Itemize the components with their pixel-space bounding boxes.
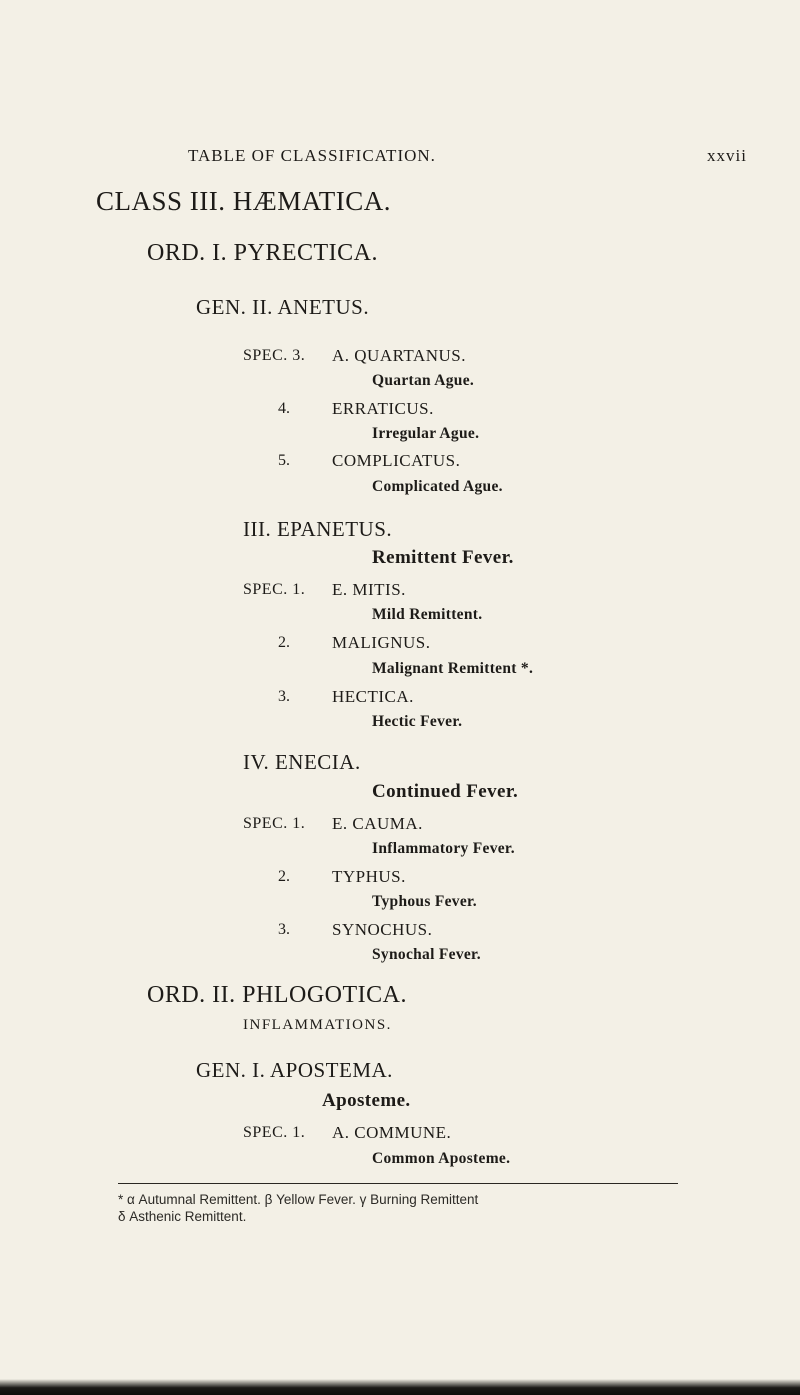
genus-heading: III. EPANETUS. xyxy=(243,517,393,541)
page-edge xyxy=(0,1379,800,1395)
spec-label: SPEC. 1. xyxy=(243,1124,306,1141)
footnote-line: * α Autumnal Remittent. β Yellow Fever. γ Burning Remittent xyxy=(118,1192,479,1207)
species-name: COMPLICATUS. xyxy=(332,451,461,470)
species-number: 2. xyxy=(278,634,290,651)
species-name: E. CAUMA. xyxy=(332,814,423,833)
species-common-name: Inflammatory Fever. xyxy=(372,840,515,857)
genus-common-name: Continued Fever. xyxy=(372,781,519,802)
genus-heading: GEN. II. ANETUS. xyxy=(196,295,370,319)
species-name: TYPHUS. xyxy=(332,867,406,886)
species-common-name: Mild Remittent. xyxy=(372,606,483,623)
spec-label: SPEC. 1. xyxy=(243,815,306,832)
spec-label: SPEC. 1. xyxy=(243,581,306,598)
species-name: A. QUARTANUS. xyxy=(332,346,466,365)
footnote-line: δ Asthenic Remittent. xyxy=(118,1209,247,1224)
species-number: 5. xyxy=(278,452,290,469)
species-common-name: Malignant Remittent *. xyxy=(372,660,534,677)
running-head-title: TABLE OF CLASSIFICATION. xyxy=(188,146,436,165)
species-number: 3. xyxy=(278,688,290,705)
genus-common-name: Aposteme. xyxy=(322,1090,411,1111)
species-number: 2. xyxy=(278,868,290,885)
page-number: xxvii xyxy=(707,146,747,165)
genus-common-name: Remittent Fever. xyxy=(372,547,514,568)
species-name: SYNOCHUS. xyxy=(332,920,433,939)
species-name: E. MITIS. xyxy=(332,580,406,599)
species-name: ERRATICUS. xyxy=(332,399,434,418)
species-number: 3. xyxy=(278,921,290,938)
species-common-name: Irregular Ague. xyxy=(372,425,480,442)
genus-heading: IV. ENECIA. xyxy=(243,750,361,774)
genus-heading: GEN. I. APOSTEMA. xyxy=(196,1058,393,1082)
species-number: 4. xyxy=(278,400,290,417)
species-name: HECTICA. xyxy=(332,687,414,706)
species-common-name: Synochal Fever. xyxy=(372,946,481,963)
species-common-name: Hectic Fever. xyxy=(372,713,463,730)
class-heading: CLASS III. HÆMATICA. xyxy=(96,186,392,216)
species-common-name: Complicated Ague. xyxy=(372,478,503,495)
order-subheading: INFLAMMATIONS. xyxy=(243,1017,392,1033)
species-common-name: Typhous Fever. xyxy=(372,893,477,910)
order-heading: ORD. I. PYRECTICA. xyxy=(147,240,379,266)
species-common-name: Common Aposteme. xyxy=(372,1150,511,1167)
species-name: MALIGNUS. xyxy=(332,633,431,652)
species-name: A. COMMUNE. xyxy=(332,1123,452,1142)
footnote-rule xyxy=(118,1183,678,1184)
order-heading: ORD. II. PHLOGOTICA. xyxy=(147,982,407,1008)
species-common-name: Quartan Ague. xyxy=(372,372,475,389)
spec-label: SPEC. 3. xyxy=(243,347,306,364)
